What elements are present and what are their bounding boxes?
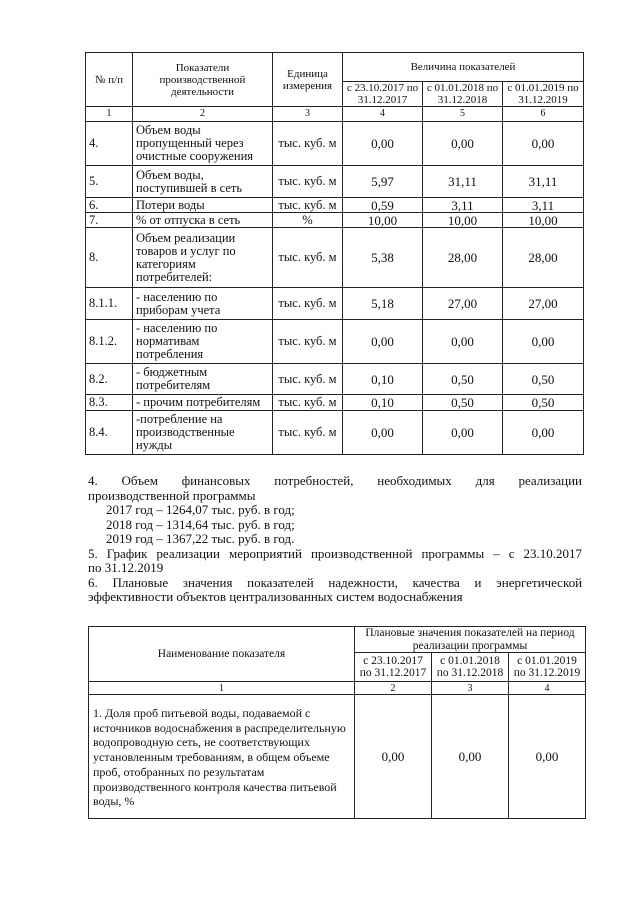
row-value-1: 5,18 — [343, 288, 423, 320]
section-5-cont: по 31.12.2019 — [88, 560, 164, 575]
row-name: - населению по нормативам потребления — [133, 320, 273, 364]
row-num: 8.1.2. — [86, 320, 133, 364]
row-num: 8.4. — [86, 411, 133, 455]
row-value-1: 0,00 — [343, 411, 423, 455]
table-row — [86, 288, 584, 320]
row-value-2: 0,50 — [423, 364, 503, 395]
row-value-3: 0,00 — [503, 320, 584, 364]
indicator-value-3: 0,00 — [509, 695, 586, 819]
row-num: 7. — [86, 213, 133, 228]
header-period-2: с 01.01.2018 по 31.12.2018 — [423, 82, 503, 107]
indicator-name: 1. Доля проб питьевой воды, подаваемой с источников водоснабжения в распределительную водопроводную сеть, не соответствующих установленным требованиям, в общем объеме проб, отобранных по результатам производственного контроля качества питьевой воды, % — [89, 695, 355, 819]
header-period-1: с 23.10.2017 по 31.12.2017 — [355, 653, 432, 682]
table-row — [86, 166, 584, 198]
row-value-1: 10,00 — [343, 213, 423, 228]
index-cell: 2 — [355, 682, 432, 695]
row-name: % от отпуска в сеть — [133, 213, 273, 228]
production-indicators-table — [85, 52, 584, 455]
section-5-heading: 5. График реализации мероприятий производственной программы – с 23.10.2017 — [88, 545, 582, 561]
row-value-2: 3,11 — [423, 198, 503, 213]
row-num: 8.2. — [86, 364, 133, 395]
row-unit: тыс. куб. м — [273, 411, 343, 455]
row-value-1: 0,10 — [343, 395, 423, 411]
row-value-1: 5,38 — [343, 228, 423, 288]
row-unit: тыс. куб. м — [273, 288, 343, 320]
header-num: № п/п — [86, 53, 133, 107]
row-value-2: 0,00 — [423, 122, 503, 166]
index-cell: 4 — [509, 682, 586, 695]
row-value-2: 0,50 — [423, 395, 503, 411]
table-row — [86, 213, 584, 228]
header-planned: Плановые значения показателей на период реализации программы — [355, 627, 586, 653]
finance-line-2018: 2018 год – 1314,64 тыс. руб. в год; — [106, 516, 295, 532]
row-value-3: 28,00 — [503, 228, 584, 288]
row-value-3: 3,11 — [503, 198, 584, 213]
row-value-3: 10,00 — [503, 213, 584, 228]
table-row — [86, 411, 584, 455]
row-unit: тыс. куб. м — [273, 122, 343, 166]
table-row — [86, 122, 584, 166]
row-num: 6. — [86, 198, 133, 213]
row-value-3: 0,00 — [503, 411, 584, 455]
row-name: Объем реализации товаров и услуг по категориям потребителей: — [133, 228, 273, 288]
row-num: 8.1.1. — [86, 288, 133, 320]
row-unit: тыс. куб. м — [273, 198, 343, 213]
index-cell: 3 — [432, 682, 509, 695]
row-name: -потребление на производственные нужды — [133, 411, 273, 455]
indicator-value-1: 0,00 — [355, 695, 432, 819]
index-cell: 4 — [343, 107, 423, 122]
program-text — [88, 474, 582, 605]
row-name: Объем воды пропущенный через очистные сооружения — [133, 122, 273, 166]
section-6-heading: 6. Плановые значения показателей надежности, качества и энергетической — [88, 574, 583, 590]
row-value-1: 0,00 — [343, 320, 423, 364]
row-num: 4. — [86, 122, 133, 166]
row-unit: тыс. куб. м — [273, 395, 343, 411]
index-cell: 5 — [423, 107, 503, 122]
row-unit: тыс. куб. м — [273, 166, 343, 198]
row-value-2: 0,00 — [423, 320, 503, 364]
reliability-indicators-table — [88, 626, 586, 819]
row-num: 8. — [86, 228, 133, 288]
finance-line-2019: 2019 год – 1367,22 тыс. руб. в год. — [106, 531, 295, 546]
row-name: Объем воды, поступившей в сеть — [133, 166, 273, 198]
header-period-2: с 01.01.2018 по 31.12.2018 — [432, 653, 509, 682]
row-value-1: 0,00 — [343, 122, 423, 166]
header-period-3: с 01.01.2019 по 31.12.2019 — [509, 653, 586, 682]
section-4-heading: 4. Объем финансовых потребностей, необходимых для реализации — [88, 473, 583, 488]
row-unit: тыс. куб. м — [273, 228, 343, 288]
row-value-3: 0,50 — [503, 364, 584, 395]
table-row — [86, 364, 584, 395]
index-cell: 6 — [503, 107, 584, 122]
row-value-1: 0,10 — [343, 364, 423, 395]
table-row — [86, 395, 584, 411]
row-value-1: 5,97 — [343, 166, 423, 198]
row-unit: тыс. куб. м — [273, 320, 343, 364]
index-cell: 1 — [86, 107, 133, 122]
table-row — [86, 228, 584, 288]
row-value-3: 0,00 — [503, 122, 584, 166]
finance-line-2017: 2017 год – 1264,07 тыс. руб. в год; — [106, 502, 295, 517]
header-period-1: с 23.10.2017 по 31.12.2017 — [343, 82, 423, 107]
header-values: Величина показателей — [343, 53, 584, 82]
row-name: - прочим потребителям — [133, 395, 273, 411]
row-value-3: 31,11 — [503, 166, 584, 198]
index-cell: 3 — [273, 107, 343, 122]
row-value-2: 27,00 — [423, 288, 503, 320]
row-name: - населению по приборам учета — [133, 288, 273, 320]
index-cell: 2 — [133, 107, 273, 122]
row-value-3: 27,00 — [503, 288, 584, 320]
table-row — [86, 198, 584, 213]
row-value-2: 28,00 — [423, 228, 503, 288]
row-unit: тыс. куб. м — [273, 364, 343, 395]
table-row — [89, 695, 586, 819]
row-name: - бюджетным потребителям — [133, 364, 273, 395]
index-cell: 1 — [89, 682, 355, 695]
row-value-1: 0,59 — [343, 198, 423, 213]
indicator-value-2: 0,00 — [432, 695, 509, 819]
row-name: Потери воды — [133, 198, 273, 213]
row-value-2: 31,11 — [423, 166, 503, 198]
table-row — [86, 320, 584, 364]
row-num: 5. — [86, 166, 133, 198]
header-indicator-name: Наименование показателя — [89, 627, 355, 682]
section-4-cont: производственной программы — [88, 487, 256, 503]
header-unit: Единица измерения — [273, 53, 343, 107]
row-unit: % — [273, 213, 343, 228]
header-period-3: с 01.01.2019 по 31.12.2019 — [503, 82, 584, 107]
row-value-3: 0,50 — [503, 395, 584, 411]
section-6-cont: эффективности объектов централизованных систем водоснабжения — [88, 589, 463, 604]
row-num: 8.3. — [86, 395, 133, 411]
header-indicator: Показатели производственной деятельности — [133, 53, 273, 107]
row-value-2: 10,00 — [423, 213, 503, 228]
row-value-2: 0,00 — [423, 411, 503, 455]
